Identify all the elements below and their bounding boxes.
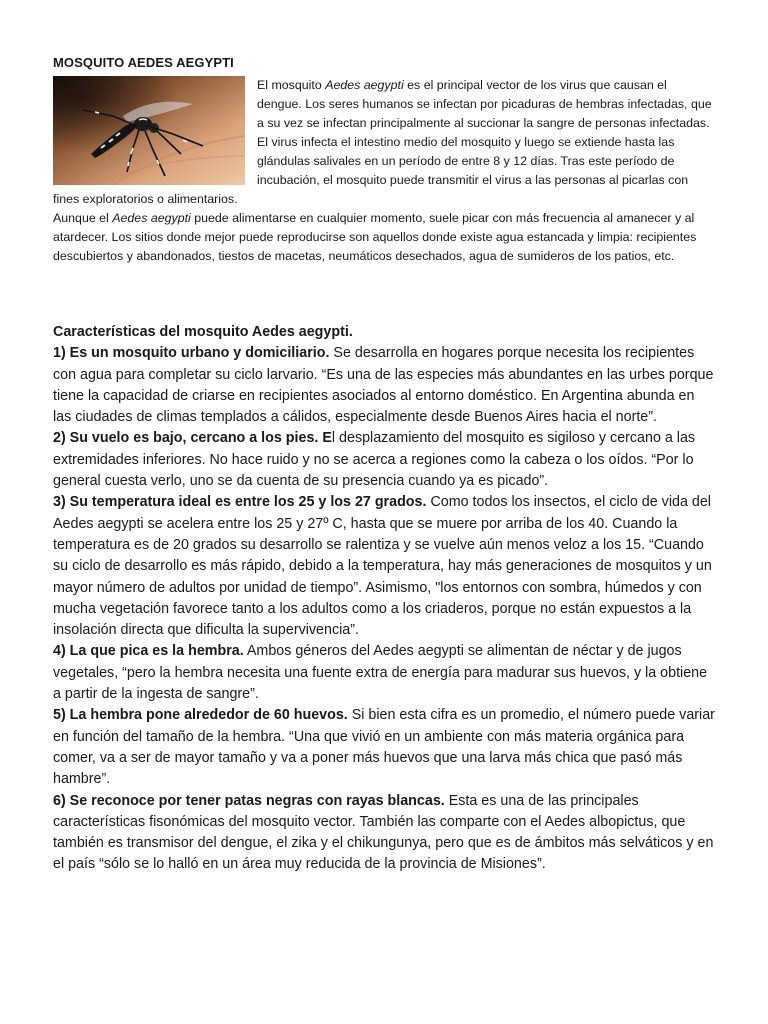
characteristic-heading: 1) Es un mosquito urbano y domiciliario. xyxy=(53,345,330,362)
document-title: MOSQUITO AEDES AEGYPTI xyxy=(53,55,234,70)
intro-text xyxy=(53,76,713,266)
characteristic-heading: 6) Se reconoce por tener patas negras con rayas blancas. xyxy=(53,792,445,809)
characteristic-heading: 4) La que pica es la hembra. xyxy=(53,643,244,660)
characteristics-section xyxy=(53,322,715,876)
characteristic-item xyxy=(53,343,715,428)
characteristic-item xyxy=(53,705,715,790)
species-name: Aedes aegypti xyxy=(325,78,404,92)
characteristic-heading: 3) Su temperatura ideal es entre los 25 y los 27 grados. xyxy=(53,494,427,511)
section-heading: Características del mosquito Aedes aegypti. xyxy=(53,324,353,340)
characteristic-body: Se desarrolla en hogares porque necesita los recipientes con agua para completar su ciclo larvario. “Es una de las especies más abundantes en las urbes porque tiene la capacidad de criarse en recipientes asociados al entorno doméstico. En Argentina abunda en las ciudades de climas templados a cálidos, especialmente desde Buenos Aires hacia el norte”. xyxy=(53,345,714,426)
characteristic-item xyxy=(53,428,715,492)
intro-paragraph-3: Aunque el Aedes aegypti puede alimentarse en cualquier momento, suele picar con más frecuencia al amanecer y al atardecer. Los sitios donde mejor puede reproducirse son aquellos donde existe agua estancada y limpia: recipientes descubiertos y abandonados, tiestos de macetas, neumáticos desechados, agua de sumideros de los patios, etc. xyxy=(53,211,697,263)
characteristic-item xyxy=(53,492,715,641)
characteristic-body: Esta es una de las principales características fisonómicas del mosquito vector. También las comparte con el Aedes albopictus, que también es transmisor del dengue, el zika y el chikungunya, pero que es de ámbitos más selváticos y en el país “sólo se lo halló en un área muy reducida de la provincia de Misiones”. xyxy=(53,792,714,873)
characteristic-item xyxy=(53,791,715,876)
characteristic-body: Como todos los insectos, el ciclo de vida del Aedes aegypti se acelera entre los 25 y 27º C, hasta que se muere por arriba de los 40. Cuando la temperatura es de 20 grados su desarrollo se ralentiza y se vuelve aún menos veloz a los 15. “Cuando su ciclo de desarrollo es más rápido, debido a la temperatura, hay más generaciones de mosquitos y un mayor número de adultos por unidad de tiempo”. Asimismo, "los entornos con sombra, húmedos y con mucha vegetación favorece tanto a los adultos como a los criaderos, porque no están expuestos a la insolación directa que dificulta la supervivencia”. xyxy=(53,494,712,639)
photo-spacer xyxy=(53,76,257,189)
characteristic-heading: 2) Su vuelo es bajo, cercano a los pies. E xyxy=(53,430,332,447)
characteristic-body: Ambos géneros del Aedes aegypti se alimentan de néctar y de jugos vegetales, “pero la hembra necesita una fuente extra de energía para madurar sus huevos, y la obtiene a partir de la ingesta de sangre”. xyxy=(53,643,708,703)
characteristic-body: l desplazamiento del mosquito es sigiloso y cercano a las extremidades inferiores. No hace ruido y no se acerca a regiones como la cabeza o los oídos. “Por lo general cuesta verlo, uno se da cuenta de su presencia cuando ya es picado”. xyxy=(53,430,696,490)
species-name: Aedes aegypti xyxy=(112,211,191,225)
characteristic-item xyxy=(53,641,715,705)
characteristic-body: Si bien esta cifra es un promedio, el número puede variar en función del tamaño de la hembra. “Una que vivió en un ambiente con más materia orgánica para comer, va a ser de mayor tamaño y va a poner más huevos que una larva más chica que pasó más hambre”. xyxy=(53,707,715,788)
intro-paragraph-2: El virus infecta el intestino medio del mosquito y luego se extiende hasta las glándulas salivales en un período de entre 8 y 12 días. Tras este período de incubación, el mosquito puede transmitir el virus a las personas al picarlas con fines exploratorios o alimentarios. xyxy=(53,135,689,206)
intro-paragraph-1: El mosquito Aedes aegypti es el principal vector de los virus que causan el dengue. Los seres humanos se infectan por picaduras de hembras infectadas, que a su vez se infectan principalmente al succionar la sangre de personas infectadas. xyxy=(257,78,712,130)
characteristic-heading: 5) La hembra pone alrededor de 60 huevos. xyxy=(53,707,348,724)
